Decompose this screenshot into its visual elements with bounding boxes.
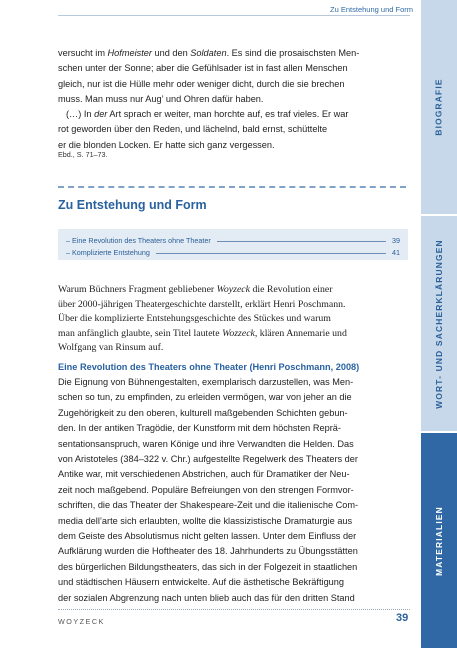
toc-label: – Komplizierte Entstehung [66,248,150,257]
article-line: von Aristoteles (384–322 v. Chr.) aufgestellte Regelwerk des Theaters der [58,454,358,465]
text-run: und den [151,48,191,58]
tab-label: WORT- UND SACHERKLÄRUNGEN [434,238,445,409]
toc-page: 41 [392,248,400,257]
intro-line [58,327,408,342]
quote-line: er die blonden Locken. Er hatte sich ganz vergessen. [58,139,275,150]
intro-line [58,283,408,298]
article-line: den. In der antiken Tragödie, der Kunstform mit dem höchsten Reprä- [58,423,341,434]
intro-line: über 2000-jährigen Theatergeschichte darstellt, erklärt Henri Poschmann. [58,298,346,310]
section-title: Zu Entstehung und Form [58,198,207,212]
tab-materialien[interactable] [421,433,457,648]
article-line: media dell’arte sich erlaubten, wollte die klassizistische Dramaturgie aus [58,515,353,526]
footer-rule [58,609,410,610]
tab-wort-und-sacherklaerungen[interactable] [421,216,457,431]
article-line: Aufklärung wurden die Hoftheater des 18. Jahrhunderts zu Übungsstätten [58,546,358,557]
toc-entry[interactable] [66,245,400,257]
article-line: Antike war, mit verschiedenen Abstrichen, auch für Dramatiker der Neu- [58,469,350,480]
italic-emphasis: der [94,109,108,120]
quote-line [58,46,408,61]
italic-title: Wozzeck [222,327,255,339]
text-run: (…) In [66,109,95,120]
tab-label: MATERIALIEN [434,505,444,576]
toc-page: 39 [392,236,400,245]
text-run: man anfänglich glaubte, sein Titel lautete [58,327,223,339]
italic-title: Soldaten [190,48,227,58]
quote-line [58,107,408,122]
toc-label: – Eine Revolution des Theaters ohne Theater [66,236,211,245]
text-run: versucht im [58,48,108,58]
article-line: schriften, die das Theater der Shakespeare-Zeit und die italienische Com- [58,500,359,511]
table-of-contents [58,229,408,260]
article-line: Zugehörigkeit zu den oberen, kulturell maßgebenden Schichten gebun- [58,407,348,418]
tab-biografie[interactable] [421,0,457,214]
toc-entry[interactable] [66,233,400,245]
text-run: , klären Annemarie und [254,327,347,339]
text-run: . Es sind die prosaischsten Men- [226,48,360,58]
section-divider [58,186,406,188]
intro-line: Wolfgang van Rinsum auf. [58,342,164,354]
article-line: dem Geiste des Absolutismus nicht gelten lassen. Unter dem Einfluss der [58,531,357,542]
article-body [58,375,408,606]
quote-line: rot geworden über den Reden, und lächelnd, bald ernst, schüttelte [58,124,328,135]
source-citation: Ebd., S. 71–73. [58,150,108,159]
article-line: und städtischen Häusern entwickelte. Auf die ästhetische Bekräftigung [58,577,345,588]
intro-line: Über die komplizierte Entstehungsgeschichte des Stückes und warum [58,313,331,325]
quote-line: muss. Man muss nur Aug’ und Ohren dafür haben. [58,93,264,104]
article-line: Die Eignung von Bühnengestalten, exemplarisch darzustellen, was Men- [58,377,354,387]
text-run: Warum Büchners Fragment gebliebener [58,284,217,295]
toc-leader [217,241,386,242]
tab-label: BIOGRAFIE [434,78,444,136]
running-header: Zu Entstehung und Form [330,5,413,14]
article-line: der sozialen Abgrenzung nach unten blieb auch das für den dritten Stand [58,592,355,603]
text-run: Art sprach er weiter, man horchte auf, es traf vieles. Er war [107,109,349,120]
page-number: 39 [396,612,409,624]
toc-leader [156,253,386,254]
text-run: die Revolution einer [250,284,333,295]
article-line: des bürgerlichen Bildungstheaters, das sich in der Folgezeit in staatlichen [58,561,358,572]
article-line: schen so tun, zu empfinden, zu erleiden vermögen, war von jeher an die [58,392,352,403]
article-line: zeit noch maßgebend. Populäre Befreiungen von den strengen Formvor- [58,484,354,495]
quote-line: gleich, nur ist die Hülle mehr oder weniger dicht, durch die sie brechen [58,78,345,89]
footer-book-title: WOYZECK [58,617,105,626]
italic-title: Hofmeister [107,48,152,58]
italic-title: Woyzeck [216,284,251,295]
quote-line: schen unter der Sonne; aber die Gefühlsader ist in fast allen Menschen [58,63,348,74]
intro-paragraph [58,283,408,356]
article-title: Eine Revolution des Theaters ohne Theater (Henri Poschmann, 2008) [58,362,360,372]
article-line: sentationsanspruch, waren Könige und ihre Verwandten die Helden. Das [58,438,354,449]
quote-block [58,46,408,153]
header-rule [58,15,410,16]
